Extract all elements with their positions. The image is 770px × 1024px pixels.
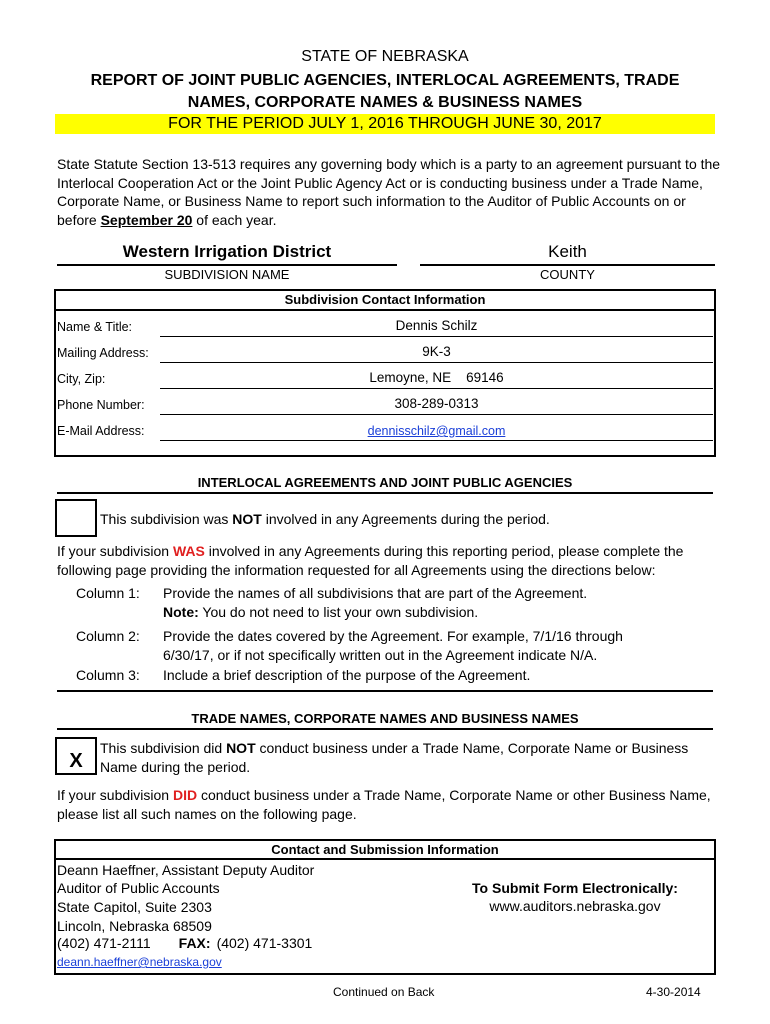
contact-info-heading: Subdivision Contact Information <box>284 292 486 307</box>
trade-text-not: NOT <box>226 740 256 756</box>
mailing-address-field[interactable]: 9K-3 <box>422 344 451 359</box>
auditor-email-link[interactable]: deann.haeffner@nebraska.gov <box>57 955 222 969</box>
interlocal-text-b: involved in any Agreements during the period. <box>261 511 550 527</box>
column1-note-label: Note: <box>163 603 199 620</box>
phone-number-label: Phone Number: <box>57 398 145 412</box>
interlocal-if-b: involved in any Agreements during this reporting period, please complete the following page providing the information requested for all Agreements using the directions below: <box>57 543 684 578</box>
county-name[interactable]: Keith <box>548 242 587 261</box>
name-title-label: Name & Title: <box>57 320 133 334</box>
column1-description: Provide the names of all subdivisions that are part of the Agreement. <box>163 585 588 601</box>
trade-text-a: This subdivision did <box>100 740 227 756</box>
email-link[interactable]: dennisschilz@gmail.com <box>367 424 506 438</box>
report-title <box>0 70 770 114</box>
interlocal-text-not: NOT <box>232 511 262 527</box>
interlocal-heading: INTERLOCAL AGREEMENTS AND JOINT PUBLIC AGENCIES <box>197 475 573 490</box>
trade-checkbox-text <box>100 739 715 776</box>
interlocal-if-was: WAS <box>172 543 205 559</box>
subdivision-name[interactable]: Western Irrigation District <box>122 242 332 261</box>
trade-names-heading: TRADE NAMES, CORPORATE NAMES AND BUSINESS NAMES <box>191 711 579 726</box>
auditor-phone-fax <box>57 934 312 953</box>
column3-text: Include a brief description of the purpose of the Agreement. <box>163 667 531 683</box>
column1-text <box>163 584 713 621</box>
auditor-name: Deann Haeffner, Assistant Deputy Auditor <box>57 862 315 878</box>
trade-text-b: conduct business under a Trade Name, Corporate Name or Business Name during the period. <box>100 740 689 775</box>
city-zip-line <box>160 388 713 389</box>
state-heading: STATE OF NEBRASKA <box>301 48 469 65</box>
interlocal-instructions <box>57 542 722 579</box>
interlocal-checkbox-text <box>100 510 710 529</box>
phone-number-line <box>160 414 713 415</box>
subdivision-name-label: SUBDIVISION NAME <box>164 267 290 282</box>
subdivision-name-line <box>57 264 397 266</box>
phone-number-field[interactable]: 308-289-0313 <box>394 396 479 411</box>
column2-label: Column 2: <box>76 628 140 644</box>
submission-heading-divider <box>56 858 714 860</box>
interlocal-bottom-rule <box>57 690 713 692</box>
county-label: COUNTY <box>540 267 595 282</box>
column1-note-text: You do not need to list your own subdivision. <box>198 603 479 620</box>
continued-on-back: Continued on Back <box>333 985 435 999</box>
interlocal-if-a: If your subdivision <box>57 543 173 559</box>
interlocal-checkbox[interactable] <box>55 499 97 537</box>
city-zip-label: City, Zip: <box>57 372 106 386</box>
electronic-submit-url[interactable]: www.auditors.nebraska.gov <box>489 898 661 914</box>
trade-if-a: If your subdivision <box>57 787 173 803</box>
report-title-line2: NAMES, CORPORATE NAMES & BUSINESS NAMES <box>187 94 583 111</box>
auditor-address: State Capitol, Suite 2303 <box>57 899 212 915</box>
intro-paragraph <box>57 155 722 229</box>
name-title-line <box>160 336 713 337</box>
auditor-phone: (402) 471-2111 <box>57 935 151 951</box>
column1-note <box>163 603 713 622</box>
name-title-field[interactable]: Dennis Schilz <box>395 318 478 333</box>
trade-if-did: DID <box>172 787 198 803</box>
intro-text: State Statute Section 13-513 requires any governing body which is a party to an agreement pursuant to the Interlocal Cooperation Act or the Joint Public Agency Act or is conducting business under a Trade Name, Corporate Name, or Business Name to report such information to the Auditor of Public Accounts on or before <box>57 156 721 228</box>
email-line <box>160 440 713 441</box>
column1-label: Column 1: <box>76 585 140 601</box>
fax-number: (402) 471-3301 <box>216 935 313 951</box>
form-date: 4-30-2014 <box>646 985 701 999</box>
auditor-office: Auditor of Public Accounts <box>57 880 220 896</box>
electronic-submit-label: To Submit Form Electronically: <box>472 880 678 896</box>
column2-text: Provide the dates covered by the Agreement. For example, 7/1/16 through 6/30/17, or if not specifically written out in the Agreement indicate N/A. <box>163 628 623 663</box>
fax-label: FAX: <box>178 935 211 951</box>
report-period: FOR THE PERIOD JULY 1, 2016 THROUGH JUNE 30, 2017 <box>55 114 715 134</box>
interlocal-heading-rule <box>57 492 713 494</box>
submission-heading: Contact and Submission Information <box>271 842 499 857</box>
trade-heading-rule <box>57 728 713 730</box>
trade-if-b: conduct business under a Trade Name, Corporate Name or other Business Name, please list all such names on the following page. <box>57 787 711 822</box>
interlocal-text-a: This subdivision was <box>100 511 233 527</box>
city-zip-field[interactable]: Lemoyne, NE 69146 <box>369 370 504 385</box>
email-label: E-Mail Address: <box>57 424 145 438</box>
contact-heading-divider <box>56 309 714 311</box>
trade-checkbox[interactable]: X <box>55 737 97 775</box>
mailing-address-line <box>160 362 713 363</box>
intro-text-end: of each year. <box>192 211 277 228</box>
report-title-line1: REPORT OF JOINT PUBLIC AGENCIES, INTERLOCAL AGREEMENTS, TRADE <box>90 72 680 89</box>
trade-instructions <box>57 786 722 823</box>
auditor-city: Lincoln, Nebraska 68509 <box>57 918 212 934</box>
column3-label: Column 3: <box>76 667 140 683</box>
mailing-address-label: Mailing Address: <box>57 346 149 360</box>
intro-deadline: September 20 <box>100 211 193 228</box>
county-line <box>420 264 715 266</box>
